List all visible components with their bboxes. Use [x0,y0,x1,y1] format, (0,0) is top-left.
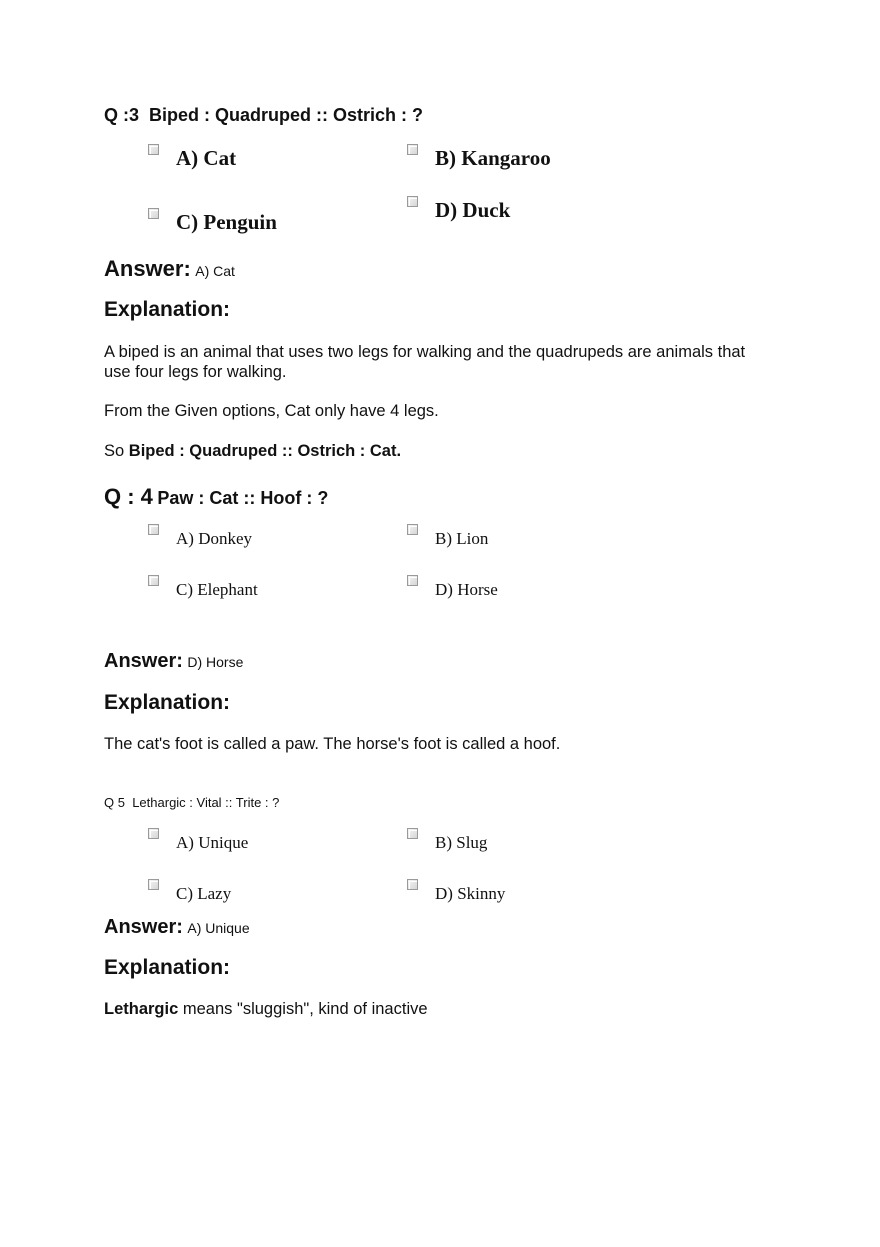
q3-option-c: C) Penguin [176,210,277,234]
q3-option-b: B) Kangaroo [435,146,551,170]
q4-option-a: A) Donkey [176,529,253,548]
q5-question: Lethargic : Vital :: Trite : ? [132,795,280,810]
q5-option-b-checkbox[interactable] [407,828,418,839]
q5-explanation [104,1000,428,1019]
q5-option-a: A) Unique [176,833,249,852]
q5-answer-value: A) Unique [187,920,250,936]
q3-explanation-heading: Explanation: [104,298,231,321]
q5-option-b: B) Slug [435,833,488,852]
q3-option-b-checkbox[interactable] [407,144,418,155]
q5-answer [104,916,250,939]
q5-option-c: C) Lazy [176,884,232,903]
q4-question: Paw : Cat :: Hoof : ? [157,488,329,508]
q4-option-b: B) Lion [435,529,489,548]
q3-explanation-line3: From the Given options, Cat only have 4 legs. [104,402,439,420]
q3-conclusion-bold: Biped : Quadruped :: Ostrich : Cat. [128,442,402,460]
q3-explanation-line2: use four legs for walking. [104,363,287,381]
q3-answer-label: Answer: [104,256,191,281]
q5-explanation-bold: Lethargic [104,1000,179,1018]
q4-number: Q : 4 [104,484,153,509]
q4-explanation: The cat's foot is called a paw. The horse's foot is called a hoof. [104,735,561,753]
q3-number: Q :3 [104,105,140,125]
q3-question: Biped : Quadruped :: Ostrich : ? [149,105,424,125]
q5-option-a-checkbox[interactable] [148,828,159,839]
q4-answer-value: D) Horse [187,654,244,670]
q3-option-c-checkbox[interactable] [148,208,159,219]
q4-answer [104,650,243,673]
q3-option-a: A) Cat [176,146,237,170]
q3-conclusion [104,442,401,461]
q5-option-c-checkbox[interactable] [148,879,159,890]
q5-option-d: D) Skinny [435,884,506,903]
q3-option-d-checkbox[interactable] [407,196,418,207]
q3-option-a-checkbox[interactable] [148,144,159,155]
q4-heading [104,484,328,510]
q3-explanation-line1: A biped is an animal that uses two legs for walking and the quadrupeds are animals that [104,343,746,361]
q3-heading [104,105,423,126]
q5-number: Q 5 [104,795,125,810]
q4-answer-label: Answer: [104,650,183,672]
q5-explanation-heading: Explanation: [104,956,231,979]
q4-option-d: D) Horse [435,580,498,599]
q4-option-a-checkbox[interactable] [148,524,159,535]
q4-option-c-checkbox[interactable] [148,575,159,586]
q3-conclusion-prefix: So [104,442,129,460]
q5-explanation-rest: means "sluggish", kind of inactive [178,1000,428,1018]
q5-answer-label: Answer: [104,916,183,938]
q3-option-d: D) Duck [435,198,511,222]
q5-option-d-checkbox[interactable] [407,879,418,890]
q5-heading [104,795,279,810]
q4-option-c: C) Elephant [176,580,258,599]
q3-answer-value: A) Cat [195,263,235,279]
q3-answer [104,256,235,282]
q4-option-b-checkbox[interactable] [407,524,418,535]
q4-option-d-checkbox[interactable] [407,575,418,586]
q4-explanation-heading: Explanation: [104,691,231,714]
